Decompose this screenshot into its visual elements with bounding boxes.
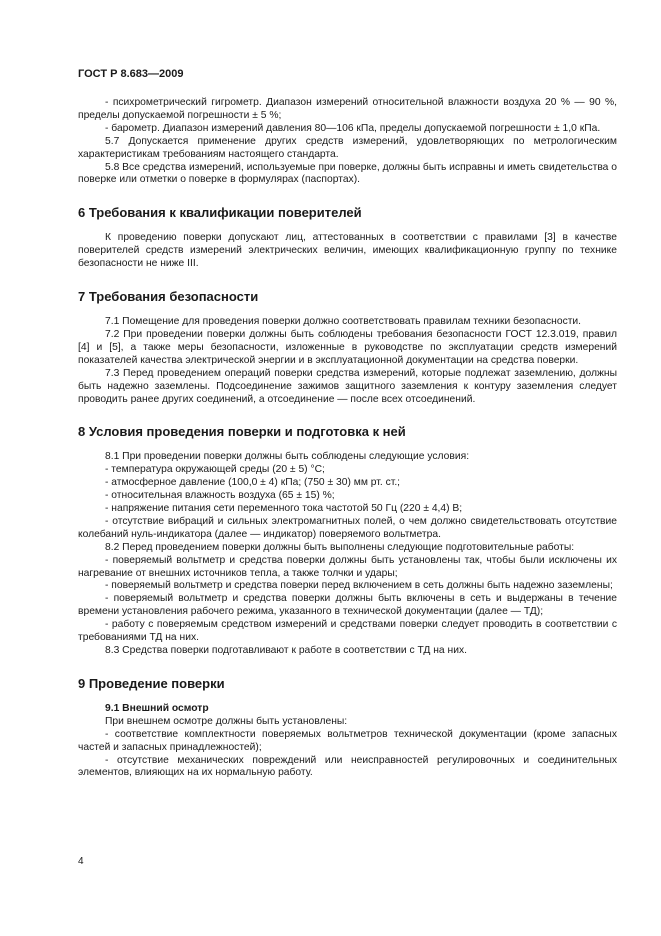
- document-body: [78, 97, 617, 780]
- paragraph: К проведению поверки допускают лиц, аттестованных в соответствии с правилами [3] в качестве поверителей средств измерений электрических величин, имеющих квалификационную группу по технике безопасности не ниже III.: [78, 232, 617, 270]
- list-item: - соответствие комплектности поверяемых вольтметров технической документации (кроме запасных частей и запасных принадлежностей);: [78, 728, 617, 753]
- list-item: - напряжение питания сети переменного тока частотой 50 Гц (220 ± 4,4) В;: [105, 503, 463, 515]
- list-item: - относительная влажность воздуха (65 ± 15) %;: [105, 490, 335, 502]
- list-item: - температура окружающей среды (20 ± 5) °С;: [105, 464, 325, 476]
- document-header: ГОСТ Р 8.683—2009: [78, 68, 184, 80]
- paragraph: 7.2 При проведении поверки должны быть соблюдены требования безопасности ГОСТ 12.3.019, правил [4] и [5], а также меры безопасности, изложенные в руководстве по эксплуатации средств измерений показателей качества электрической энергии и в эксплуатационной документации на средства поверки.: [78, 328, 617, 366]
- paragraph: 7.1 Помещение для проведения поверки должно соответствовать правилам техники безопасности.: [105, 316, 582, 328]
- section-9: [78, 676, 617, 780]
- list-item: - поверяемый вольтметр и средства поверки должны быть установлены так, чтобы были исключены их нагревание от внешних источников тепла, а также толчки и удары;: [78, 554, 617, 579]
- paragraph: 8.1 При проведении поверки должны быть соблюдены следующие условия:: [105, 451, 470, 463]
- paragraph: 5.7 Допускается применение других средств измерений, удовлетворяющих по метрологическим характеристикам требованиям настоящего стандарта.: [78, 135, 617, 160]
- subsection-heading: 9.1 Внешний осмотр: [105, 702, 209, 714]
- intro-block: [78, 97, 617, 187]
- section-8: [78, 424, 617, 658]
- paragraph: 7.3 Перед проведением операций поверки средства измерений, которые подлежат заземлению, должны быть надежно заземлены. Подсоединение зажимов защитного заземления к контуру заземления следует проводить ранее других соединений, а отсоединение — после всех отсоединений.: [78, 367, 617, 405]
- paragraph: 8.2 Перед проведением поверки должны быть выполнены следующие подготовительные работы:: [105, 541, 575, 553]
- paragraph: - психрометрический гигрометр. Диапазон измерений относительной влажности воздуха 20 % — 90 %, пределы допускаемой погрешности ± 5 %;: [78, 97, 617, 121]
- paragraph: При внешнем осмотре должны быть установлены:: [105, 715, 348, 727]
- list-item: - атмосферное давление (100,0 ± 4) кПа; (750 ± 30) мм рт. ст.;: [105, 477, 401, 489]
- section-7: [78, 289, 617, 406]
- paragraph: - барометр. Диапазон измерений давления 80—106 кПа, пределы допускаемой погрешности ± 1,0 кПа.: [105, 122, 601, 134]
- list-item: - поверяемый вольтметр и средства поверки перед включением в сеть должны быть надежно заземлены;: [105, 580, 613, 592]
- list-item: - отсутствие вибраций и сильных электромагнитных полей, о чем должно свидетельствовать отсутствие колебаний нуль-индикатора (далее — индикатор) поверяемого вольтметра.: [78, 515, 617, 540]
- section-heading: 6 Требования к квалификации поверителей: [78, 205, 362, 221]
- section-heading: 9 Проведение поверки: [78, 675, 225, 691]
- list-item: - работу с поверяемым средством измерений и средствами поверки следует проводить в соответствии с требованиями ТД на них.: [78, 619, 617, 644]
- section-6: [78, 205, 617, 271]
- paragraph: 5.8 Все средства измерений, используемые при поверке, должны быть исправны и иметь свидетельства о поверке или отметки о поверке в формулярах (паспортах).: [78, 161, 617, 186]
- page-number: 4: [78, 856, 84, 867]
- paragraph: 8.3 Средства поверки подготавливают к работе в соответствии с ТД на них.: [105, 645, 467, 656]
- list-item: - поверяемый вольтметр и средства поверки должны быть включены в сеть и выдержаны в течение времени установления рабочего режима, указанного в технической документации (далее — ТД);: [78, 593, 617, 618]
- section-heading: 8 Условия проведения поверки и подготовка к ней: [78, 424, 406, 440]
- section-heading: 7 Требования безопасности: [78, 289, 259, 305]
- list-item: - отсутствие механических повреждений или неисправностей регулировочных и соединительных элементов, влияющих на их нормальную работу.: [78, 754, 617, 779]
